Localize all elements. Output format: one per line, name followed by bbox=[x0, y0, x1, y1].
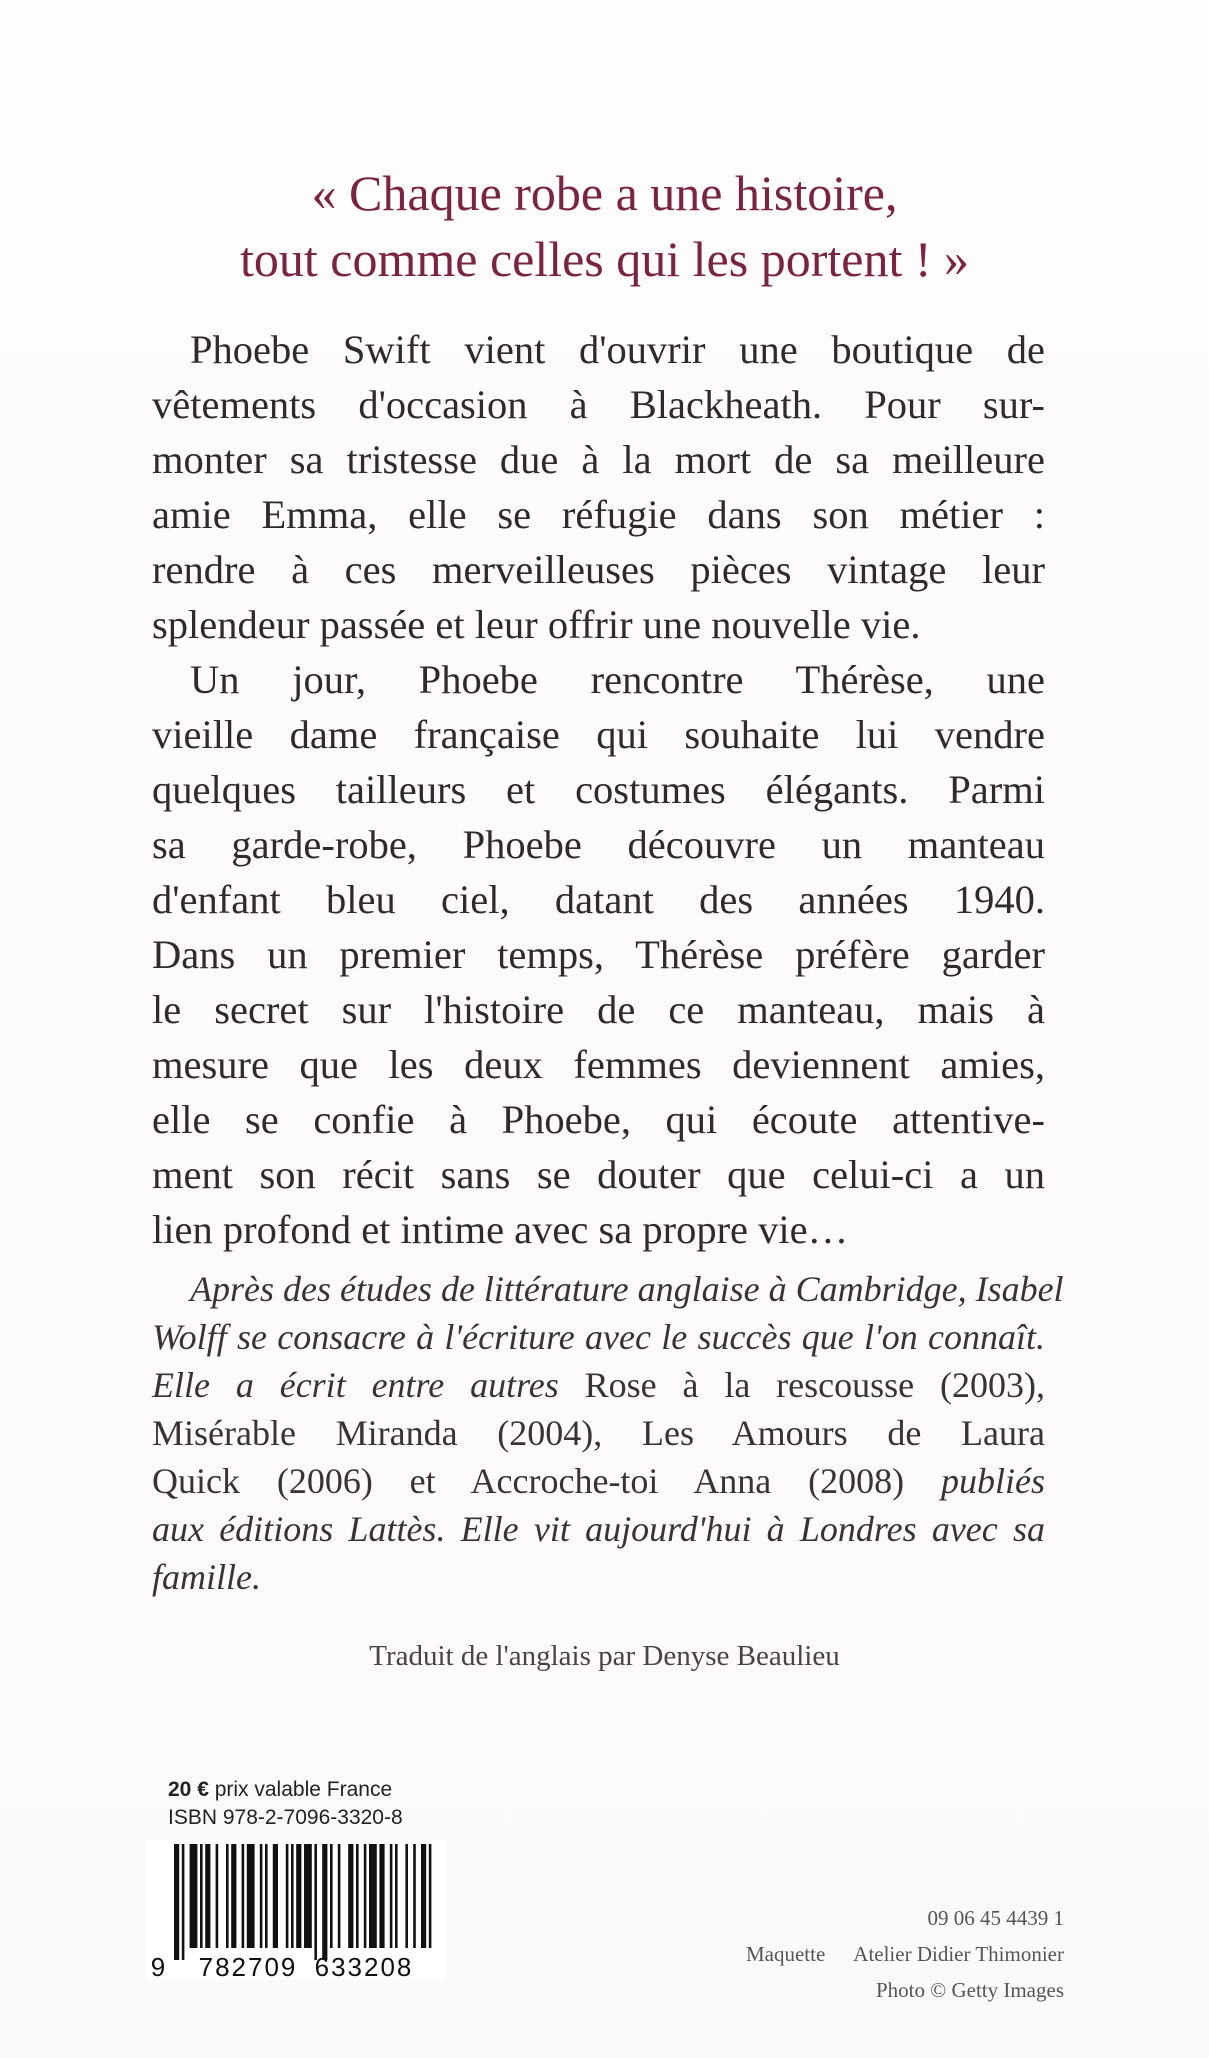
synopsis-line: ment son récit sans se douter que celui-ci a un bbox=[152, 1152, 1045, 1197]
price-block bbox=[168, 1776, 403, 1832]
photo-credit: Photo © Getty Images bbox=[875, 1978, 1064, 2002]
synopsis-line: amie Emma, elle se réfugie dans son métier : bbox=[152, 492, 1045, 537]
barcode-bar bbox=[304, 1844, 312, 1948]
synopsis-line: Phoebe Swift vient d'ouvrir une boutique de bbox=[190, 327, 1045, 372]
maquette-label: Maquette bbox=[745, 1942, 826, 1966]
synopsis-line: elle se confie à Phoebe, qui écoute attentive- bbox=[152, 1097, 1045, 1142]
barcode-bar bbox=[338, 1844, 341, 1948]
bio-line: famille. bbox=[152, 1557, 261, 1597]
credits bbox=[746, 1900, 1064, 2008]
barcode-bar bbox=[405, 1844, 408, 1948]
bio-line bbox=[152, 1457, 1045, 1505]
author-bio bbox=[152, 1265, 1064, 1601]
barcode-bar bbox=[265, 1844, 268, 1948]
price-amount: 20 € bbox=[168, 1778, 209, 1801]
barcode-digit-first: 9 bbox=[150, 1952, 166, 1980]
price-line bbox=[168, 1776, 403, 1804]
synopsis-line: mesure que les deux femmes deviennent amies, bbox=[152, 1042, 1045, 1087]
book-titles: Misérable Miranda (2004), Les Amours de Laura bbox=[152, 1413, 1045, 1453]
barcode-bar bbox=[174, 1844, 179, 1960]
barcode-digits-left: 782709 bbox=[198, 1952, 298, 1980]
design-credit bbox=[746, 1936, 1064, 1972]
barcode-bar bbox=[216, 1844, 219, 1948]
barcode-bar bbox=[390, 1844, 393, 1948]
barcode-bar bbox=[314, 1844, 317, 1960]
maquette-name: Atelier Didier Thimonier bbox=[853, 1942, 1064, 1966]
barcode-bar bbox=[429, 1844, 432, 1948]
synopsis-line: d'enfant bleu ciel, datant des années 1940. bbox=[152, 877, 1045, 922]
barcode-bar bbox=[330, 1844, 333, 1948]
synopsis-line: Un jour, Phoebe rencontre Thérèse, une bbox=[190, 657, 1045, 702]
synopsis-line: vieille dame française qui souhaite lui vendre bbox=[152, 712, 1045, 757]
barcode-bar bbox=[231, 1844, 236, 1948]
translator-credit: Traduit de l'anglais par Denyse Beaulieu bbox=[369, 1640, 840, 1672]
bio-line: Après des études de littérature anglaise à Cambridge, Isabel bbox=[190, 1269, 1064, 1309]
barcode-bar bbox=[364, 1844, 367, 1948]
barcode-digits-right: 633208 bbox=[314, 1952, 414, 1980]
synopsis-line: vêtements d'occasion à Blackheath. Pour sur- bbox=[152, 382, 1045, 427]
bio-text: Elle a écrit entre autres bbox=[152, 1365, 559, 1405]
price-label: prix valable France bbox=[208, 1778, 393, 1801]
bio-line bbox=[152, 1361, 1045, 1409]
barcode-bar bbox=[369, 1844, 377, 1948]
barcode-bar bbox=[247, 1844, 255, 1948]
synopsis-line: monter sa tristesse due à la mort de sa meilleure bbox=[152, 437, 1045, 482]
barcode-bar bbox=[395, 1844, 398, 1948]
synopsis-line: lien profond et intime avec sa propre vie… bbox=[152, 1207, 849, 1252]
barcode bbox=[146, 1840, 446, 1980]
barcode-bar bbox=[348, 1844, 353, 1948]
book-titles: Quick (2006) et Accroche-toi Anna (2008) bbox=[152, 1461, 905, 1501]
barcode-bar bbox=[226, 1844, 229, 1948]
barcode-bar bbox=[273, 1844, 278, 1948]
barcode-bar bbox=[260, 1844, 263, 1948]
printer-code: 09 06 45 4439 1 bbox=[927, 1906, 1064, 1930]
synopsis-line: quelques tailleurs et costumes élégants. Parmi bbox=[152, 767, 1045, 812]
barcode-bar bbox=[242, 1844, 245, 1948]
barcode-bar bbox=[200, 1844, 203, 1948]
bio-line: Wolff se consacre à l'écriture avec le succès que l'on connaît. bbox=[152, 1317, 1045, 1357]
synopsis-line: sa garde-robe, Phoebe découvre un manteau bbox=[152, 822, 1045, 867]
synopsis-line: splendeur passée et leur offrir une nouvelle vie. bbox=[152, 602, 921, 647]
barcode-bar bbox=[286, 1844, 289, 1948]
synopsis bbox=[152, 322, 1045, 1257]
book-title: Rose à la rescousse (2003), bbox=[558, 1365, 1045, 1405]
quote-line-1: « Chaque robe a une histoire, bbox=[311, 165, 898, 221]
barcode-bar bbox=[322, 1844, 327, 1960]
bio-line: aux éditions Lattès. Elle vit aujourd'hui à Londres avec sa bbox=[152, 1509, 1045, 1549]
isbn: ISBN 978-2-7096-3320-8 bbox=[168, 1806, 403, 1829]
barcode-bar bbox=[356, 1844, 359, 1948]
barcode-bar bbox=[190, 1844, 198, 1948]
barcode-bar bbox=[205, 1844, 210, 1948]
barcode-bar bbox=[379, 1844, 384, 1948]
barcode-bar bbox=[421, 1844, 426, 1948]
barcode-bar bbox=[296, 1844, 301, 1948]
barcode-bar bbox=[182, 1844, 185, 1960]
bio-text: publiés bbox=[904, 1461, 1045, 1501]
synopsis-line: le secret sur l'histoire de ce manteau, mais à bbox=[152, 987, 1045, 1032]
synopsis-line: Dans un premier temps, Thérèse préfère garder bbox=[152, 932, 1045, 977]
synopsis-line: rendre à ces merveilleuses pièces vintage leur bbox=[152, 547, 1045, 592]
barcode-bar bbox=[291, 1844, 294, 1948]
tagline-quote bbox=[0, 160, 1209, 292]
barcode-graphic bbox=[146, 1840, 446, 1980]
quote-line-2: tout comme celles qui les portent ! » bbox=[240, 231, 969, 287]
barcode-bar bbox=[413, 1844, 416, 1948]
